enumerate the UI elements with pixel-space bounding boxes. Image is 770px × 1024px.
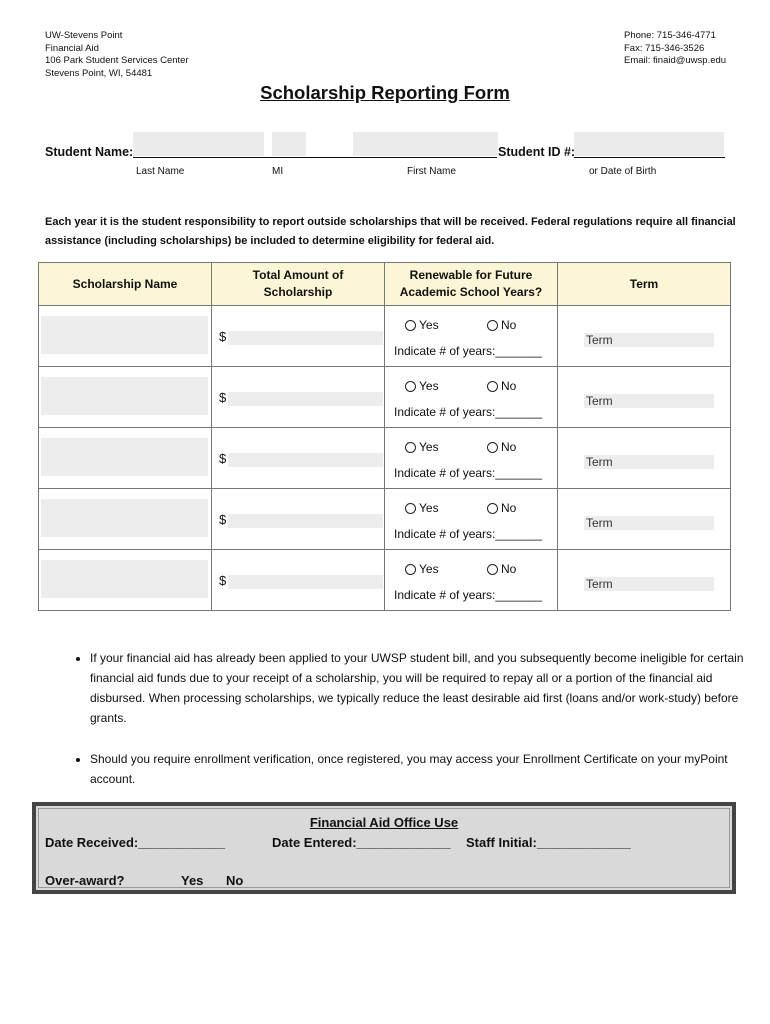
- amount-cell: [212, 428, 385, 489]
- yes-label: Yes: [419, 318, 439, 332]
- office-use-title: Financial Aid Office Use: [309, 815, 459, 830]
- header-renewable: Renewable for Future Academic School Years?: [385, 263, 558, 306]
- over-award-no: No: [226, 873, 244, 888]
- years-label: Indicate # of years:_______: [394, 527, 543, 541]
- header-scholarship-name: Scholarship Name: [39, 263, 212, 306]
- radio-icon[interactable]: [405, 320, 416, 331]
- note-enrollment: • Should you require enrollment verification, once registered, you may access your Enrollment Certificate on your myPoint account.: [90, 749, 758, 789]
- contact-phone: Phone: 715-346-4771: [624, 30, 716, 41]
- term-cell: [558, 306, 731, 367]
- table-row: [39, 306, 731, 367]
- yes-option[interactable]: [405, 318, 439, 332]
- table-row: [39, 489, 731, 550]
- dollar-sign: $: [219, 329, 227, 344]
- no-option[interactable]: [487, 501, 516, 515]
- table-row: [39, 428, 731, 489]
- scholarship-name-input[interactable]: [41, 499, 208, 537]
- no-label: No: [501, 379, 517, 393]
- notes-list: [62, 648, 758, 810]
- amount-cell: [212, 306, 385, 367]
- scholarship-name-cell: [39, 306, 212, 367]
- staff-initial-label: Staff Initial:_____________: [466, 835, 631, 850]
- years-label: Indicate # of years:_______: [394, 405, 543, 419]
- no-label: No: [501, 501, 517, 515]
- no-option[interactable]: [487, 562, 516, 576]
- date-entered-label: Date Entered:_____________: [272, 835, 451, 850]
- term-input[interactable]: Term: [584, 394, 714, 408]
- radio-icon[interactable]: [487, 442, 498, 453]
- over-award-label: Over-award?: [45, 873, 125, 888]
- contact-fax: Fax: 715-346-3526: [624, 42, 705, 54]
- scholarship-name-cell: [39, 367, 212, 428]
- renewable-cell: [385, 489, 558, 550]
- address-line: Stevens Point, WI, 54481: [45, 67, 153, 79]
- dollar-sign: $: [219, 451, 227, 466]
- renewable-cell: [385, 428, 558, 489]
- header-term: Term: [558, 263, 731, 306]
- yes-option[interactable]: [405, 379, 439, 393]
- term-cell: [558, 489, 731, 550]
- scholarship-table: [38, 262, 731, 611]
- years-label: Indicate # of years:_______: [394, 588, 543, 602]
- over-award-yes: Yes: [181, 873, 204, 888]
- dollar-sign: $: [219, 512, 227, 527]
- address-line: Financial Aid: [45, 42, 99, 54]
- amount-input[interactable]: [228, 331, 383, 345]
- no-option[interactable]: [487, 379, 516, 393]
- mi-field[interactable]: [272, 132, 306, 156]
- scholarship-name-cell: [39, 550, 212, 611]
- amount-input[interactable]: [228, 575, 383, 589]
- contact-email: Email: finaid@uwsp.edu: [624, 55, 727, 67]
- page-title: Scholarship Reporting Form: [260, 82, 510, 103]
- dollar-sign: $: [219, 573, 227, 588]
- renewable-cell: [385, 306, 558, 367]
- dollar-sign: $: [219, 390, 227, 405]
- yes-label: Yes: [419, 562, 439, 576]
- term-input[interactable]: Term: [584, 577, 714, 591]
- scholarship-name-cell: [39, 428, 212, 489]
- radio-icon[interactable]: [487, 503, 498, 514]
- student-name-line: [133, 157, 497, 158]
- date-received-label: Date Received:____________: [45, 835, 225, 850]
- no-option[interactable]: [487, 318, 516, 332]
- term-cell: [558, 428, 731, 489]
- term-input[interactable]: Term: [584, 516, 714, 530]
- renewable-cell: [385, 550, 558, 611]
- address-line: 106 Park Student Services Center: [45, 55, 189, 67]
- office-use-box: [32, 802, 736, 894]
- no-label: No: [501, 562, 517, 576]
- yes-label: Yes: [419, 501, 439, 515]
- address-line: UW-Stevens Point: [45, 30, 123, 41]
- office-contact: [624, 30, 726, 68]
- note-repayment: • If your financial aid has already been applied to your UWSP student bill, and you subsequently become ineligible for certain financial aid funds due to your receipt of a scholarship, you will be required to repay all or a portion of the financial aid disbursed. When processing scholarships, we typically reduce the least desirable aid first (loans and/or work-study) before grants.: [90, 648, 758, 728]
- dob-caption: or Date of Birth: [589, 166, 657, 177]
- scholarship-name-cell: [39, 489, 212, 550]
- radio-icon[interactable]: [487, 564, 498, 575]
- table-header-row: [39, 263, 731, 306]
- no-label: No: [501, 440, 517, 454]
- student-name-label: Student Name:: [45, 145, 134, 159]
- student-id-line: [574, 157, 725, 158]
- yes-label: Yes: [419, 440, 439, 454]
- yes-label: Yes: [419, 379, 439, 393]
- radio-icon[interactable]: [405, 503, 416, 514]
- scholarship-name-input[interactable]: [41, 438, 208, 476]
- term-cell: [558, 550, 731, 611]
- scholarship-name-input[interactable]: [41, 316, 208, 354]
- term-input[interactable]: Term: [584, 333, 714, 347]
- years-label: Indicate # of years:_______: [394, 344, 543, 358]
- student-id-label: Student ID #:: [498, 145, 576, 159]
- amount-cell: [212, 367, 385, 428]
- term-input[interactable]: Term: [584, 455, 714, 469]
- radio-icon[interactable]: [487, 381, 498, 392]
- office-address: [45, 30, 189, 80]
- scholarship-name-input[interactable]: [41, 560, 208, 598]
- scholarship-name-input[interactable]: [41, 377, 208, 415]
- first-name-caption: First Name: [407, 166, 456, 177]
- last-name-caption: Last Name: [136, 166, 185, 177]
- first-name-field[interactable]: [353, 132, 498, 156]
- term-cell: [558, 367, 731, 428]
- amount-cell: [212, 489, 385, 550]
- amount-input[interactable]: [228, 392, 383, 406]
- radio-icon[interactable]: [405, 564, 416, 575]
- last-name-field[interactable]: [133, 132, 264, 156]
- amount-input[interactable]: [228, 514, 383, 528]
- table-row: [39, 550, 731, 611]
- no-option[interactable]: [487, 440, 516, 454]
- instructions-text: Each year it is the student responsibility to report outside scholarships that will be received. Federal regulations require all financial assistance (including scholarships) be included to determine eligibility for federal aid.: [45, 216, 736, 247]
- yes-option[interactable]: [405, 501, 439, 515]
- years-label: Indicate # of years:_______: [394, 466, 543, 480]
- amount-input[interactable]: [228, 453, 383, 467]
- no-label: No: [501, 318, 517, 332]
- mi-caption: MI: [272, 166, 284, 177]
- renewable-cell: [385, 367, 558, 428]
- amount-cell: [212, 550, 385, 611]
- radio-icon[interactable]: [405, 381, 416, 392]
- student-id-field[interactable]: [574, 132, 724, 156]
- radio-icon[interactable]: [405, 442, 416, 453]
- table-row: [39, 367, 731, 428]
- header-total-amount: Total Amount of Scholarship: [212, 263, 385, 306]
- yes-option[interactable]: [405, 440, 439, 454]
- yes-option[interactable]: [405, 562, 439, 576]
- radio-icon[interactable]: [487, 320, 498, 331]
